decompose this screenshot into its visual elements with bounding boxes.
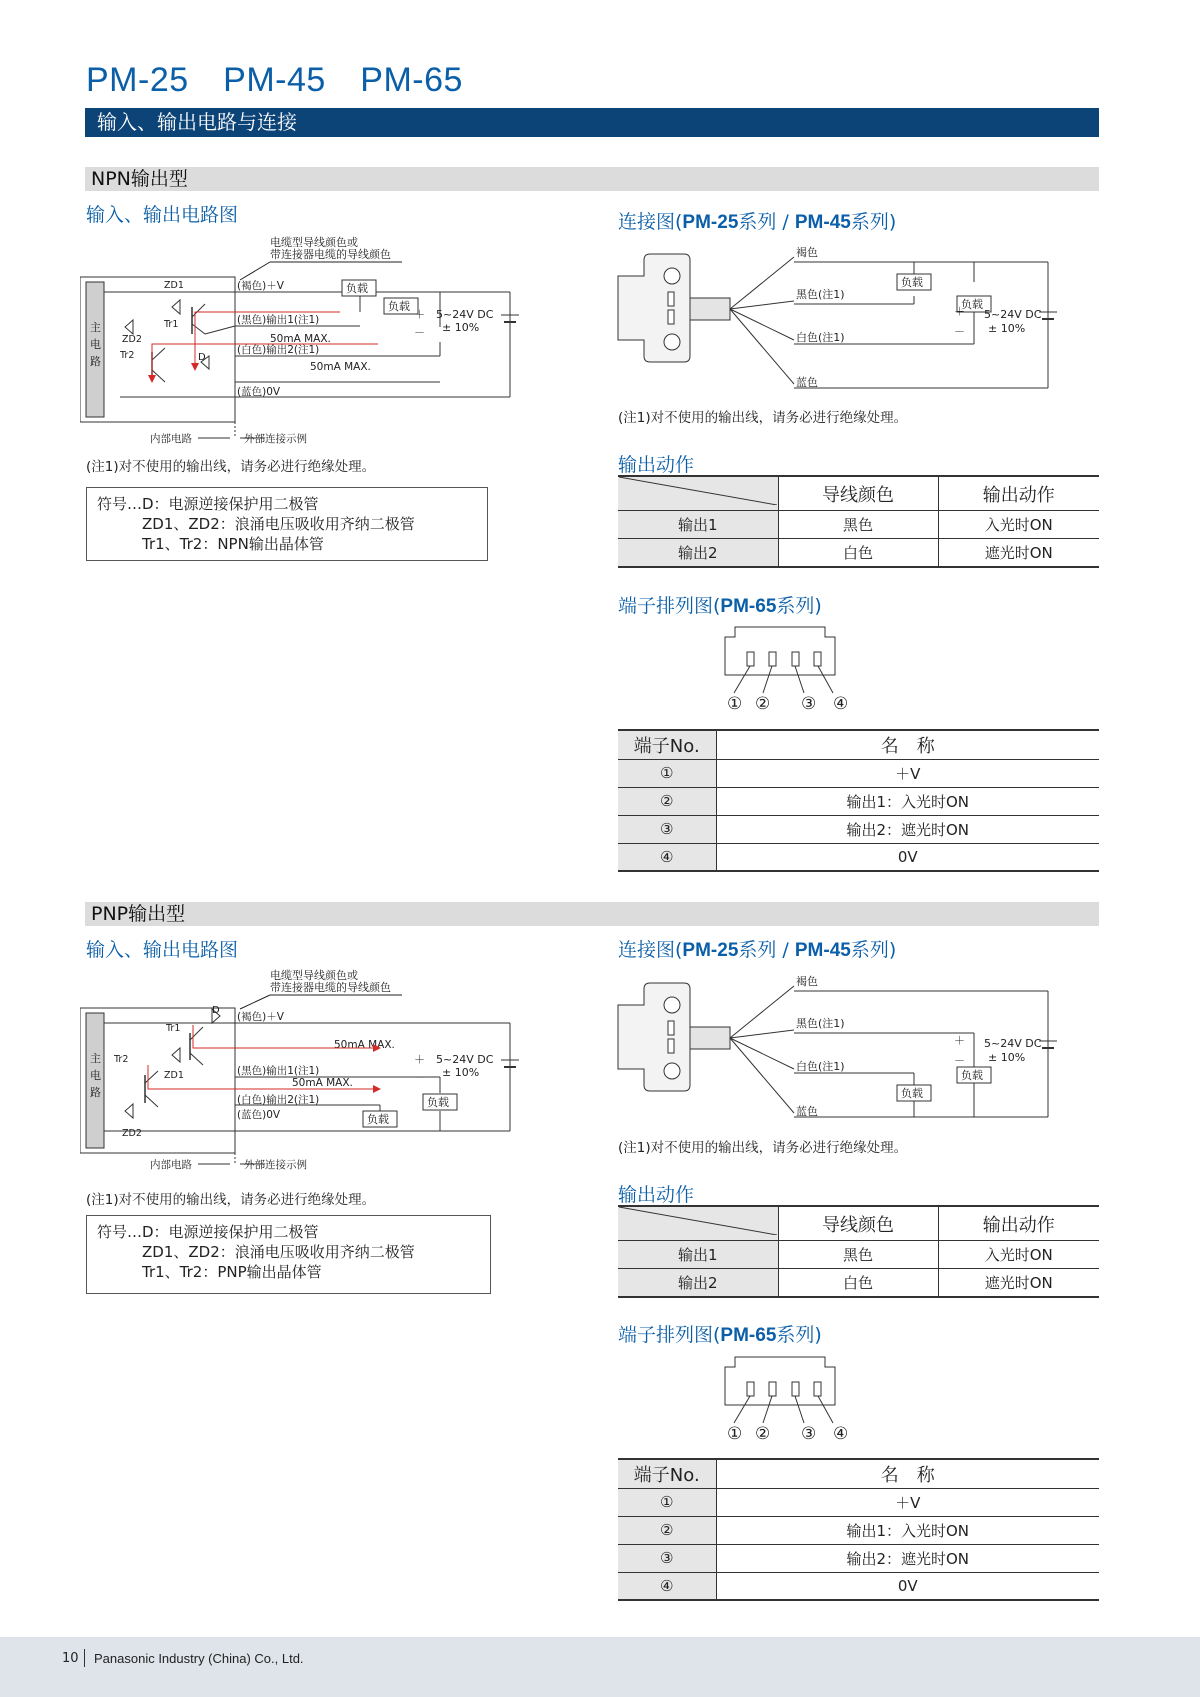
npn-load-1: 负载	[346, 282, 368, 295]
pnp-terminal-header-no: 端子No.	[618, 1459, 716, 1488]
table-row	[618, 1572, 1099, 1600]
table-row	[618, 1269, 1099, 1297]
pnp-terminal-r3-name: 输出2：遮光时ON	[716, 1544, 1099, 1572]
pnp-terminal-heading: 端子排列图(PM-65系列)	[618, 1324, 822, 1346]
npn-terminal-table	[618, 729, 1099, 872]
pnp-main-1: 主	[90, 1052, 101, 1065]
npn-wire-note-2: 带连接器电缆的导线颜色	[270, 248, 391, 261]
pnp-tr2: Tr2	[114, 1054, 129, 1065]
npn-conn-load-2: 负载	[961, 298, 983, 311]
pnp-output-r2-color: 白色	[778, 1269, 938, 1297]
footer-divider	[84, 1649, 85, 1667]
pnp-wire-note-2: 带连接器电缆的导线颜色	[270, 981, 391, 994]
npn-output-r2-color: 白色	[778, 539, 938, 567]
npn-main-2: 电	[90, 338, 101, 351]
pnp-zd2: ZD2	[122, 1128, 142, 1139]
pnp-terminal-r2-no: ②	[618, 1516, 716, 1544]
pnp-terminal-header-name: 名 称	[716, 1459, 1099, 1488]
pnp-conn-blue: 蓝色	[796, 1105, 818, 1118]
npn-internal: 内部电路	[150, 433, 192, 444]
npn-terminal-heading: 端子排列图(PM-65系列)	[618, 595, 822, 617]
npn-black-label: (黑色)输出1(注1)	[237, 314, 320, 326]
company-name: Panasonic Industry (China) Co., Ltd.	[94, 1651, 304, 1666]
npn-output-table	[618, 475, 1099, 568]
pnp-term-1: ①	[727, 1424, 743, 1443]
npn-output-header-action: 输出动作	[938, 476, 1099, 511]
npn-conn-white: 白色(注1)	[796, 331, 845, 344]
pnp-legend	[86, 1215, 491, 1294]
pnp-output-r1-name: 输出1	[618, 1241, 778, 1269]
pnp-terminal-r4-no: ④	[618, 1572, 716, 1600]
npn-term-4: ④	[833, 694, 849, 713]
npn-connection-diagram	[614, 240, 1074, 395]
pnp-connection-diagram	[614, 969, 1074, 1124]
pnp-terminal-r1-no: ①	[618, 1488, 716, 1516]
pnp-circuit-note: (注1)对不使用的输出线，请务必进行绝缘处理。	[86, 1192, 376, 1208]
pnp-plus: ＋	[414, 1053, 425, 1066]
pnp-conn-white: 白色(注1)	[796, 1060, 845, 1073]
npn-terminal-r4-name: 0V	[716, 843, 1099, 871]
pnp-legend-2: ZD1、ZD2：浪涌电压吸收用齐纳二极管	[97, 1243, 415, 1261]
npn-terminal-r4-no: ④	[618, 843, 716, 871]
pnp-internal: 内部电路	[150, 1159, 192, 1171]
pnp-conn-load-1: 负载	[961, 1069, 983, 1082]
npn-conn-brown: 褐色	[796, 246, 818, 259]
npn-circuit-note: (注1)对不使用的输出线，请务必进行绝缘处理。	[86, 459, 376, 475]
npn-conn-supply: 5~24V DC	[984, 308, 1042, 321]
table-row	[618, 539, 1099, 567]
npn-output-heading: 输出动作	[618, 454, 695, 476]
pnp-wire-note-1: 电缆型导线颜色或	[270, 969, 358, 982]
npn-connection-note: (注1)对不使用的输出线，请务必进行绝缘处理。	[618, 410, 908, 426]
pnp-conn-brown: 褐色	[796, 975, 818, 988]
pnp-main-3: 路	[90, 1086, 101, 1099]
pnp-terminal-connector	[715, 1355, 865, 1443]
pnp-max-2: 50mA MAX.	[292, 1077, 353, 1089]
npn-circuit-heading: 输入、输出电路图	[86, 204, 239, 226]
table-row	[618, 815, 1099, 843]
pnp-term-4: ④	[833, 1424, 849, 1443]
npn-output-corner	[618, 476, 778, 511]
npn-wire-note-1: 电缆型导线颜色或	[270, 236, 358, 249]
npn-legend-3: Tr1、Tr2：NPN输出晶体管	[97, 535, 324, 553]
npn-section-header: NPN输出型	[85, 167, 1099, 191]
pnp-blue-label: (蓝色)0V	[237, 1109, 281, 1121]
pnp-white-label: (白色)输出2(注1)	[237, 1094, 320, 1106]
pnp-legend-1: 符号…D：电源逆接保护用二极管	[97, 1223, 319, 1241]
pnp-output-corner	[618, 1206, 778, 1241]
pnp-external: 外部连接示例	[244, 1159, 307, 1171]
pnp-output-r1-action: 入光时ON	[938, 1241, 1099, 1269]
pnp-load-2: 负载	[367, 1113, 389, 1126]
pnp-conn-black: 黑色(注1)	[796, 1017, 845, 1030]
pnp-terminal-table	[618, 1458, 1099, 1601]
npn-legend	[86, 487, 488, 561]
pnp-output-heading: 输出动作	[618, 1184, 695, 1206]
table-row	[618, 1488, 1099, 1516]
npn-load-2: 负载	[388, 300, 410, 313]
npn-term-3: ③	[801, 694, 817, 713]
pnp-output-r2-action: 遮光时ON	[938, 1269, 1099, 1297]
pnp-max-1: 50mA MAX.	[334, 1039, 395, 1051]
npn-terminal-connector	[715, 625, 865, 713]
pnp-zd1: ZD1	[164, 1070, 184, 1081]
npn-conn-load-1: 负载	[901, 276, 923, 289]
npn-terminal-r2-name: 输出1：入光时ON	[716, 787, 1099, 815]
table-row	[618, 843, 1099, 871]
npn-output-r2-name: 输出2	[618, 539, 778, 567]
pnp-output-r1-color: 黑色	[778, 1241, 938, 1269]
npn-zd1: ZD1	[164, 280, 184, 291]
npn-terminal-r3-no: ③	[618, 815, 716, 843]
pnp-conn-plus: ＋	[954, 1034, 965, 1047]
npn-output-r1-action: 入光时ON	[938, 511, 1099, 539]
pnp-output-table	[618, 1205, 1099, 1298]
npn-tr1: Tr1	[164, 319, 179, 330]
npn-legend-1: 符号…D：电源逆接保护用二极管	[97, 495, 319, 513]
npn-minus: －	[414, 326, 425, 339]
pnp-connection-note: (注1)对不使用的输出线，请务必进行绝缘处理。	[618, 1140, 908, 1156]
npn-terminal-r1-no: ①	[618, 759, 716, 787]
pnp-tolerance: ± 10%	[442, 1066, 480, 1079]
pnp-output-header-color: 导线颜色	[778, 1206, 938, 1241]
npn-main-3: 路	[90, 355, 101, 368]
npn-output-header-color: 导线颜色	[778, 476, 938, 511]
pnp-circuit-heading: 输入、输出电路图	[86, 939, 239, 961]
npn-d: D	[198, 352, 206, 363]
npn-legend-2: ZD1、ZD2：浪涌电压吸收用齐纳二极管	[97, 515, 415, 533]
pnp-black-label: (黑色)输出1(注1)	[237, 1065, 320, 1077]
pnp-terminal-r4-name: 0V	[716, 1572, 1099, 1600]
pnp-term-3: ③	[801, 1424, 817, 1443]
section-banner: 输入、输出电路与连接	[85, 108, 1099, 137]
pnp-terminal-r3-no: ③	[618, 1544, 716, 1572]
pnp-main-2: 电	[90, 1069, 101, 1082]
npn-max-2: 50mA MAX.	[310, 361, 371, 373]
npn-output-r1-color: 黑色	[778, 511, 938, 539]
npn-white-label: (白色)输出2(注1)	[237, 344, 320, 356]
pnp-brown-label: (褐色)＋V	[237, 1011, 284, 1023]
pnp-d: D	[212, 1005, 220, 1016]
npn-terminal-r2-no: ②	[618, 787, 716, 815]
npn-external: 外部连接示例	[244, 433, 307, 444]
npn-terminal-header-name: 名 称	[716, 730, 1099, 759]
pnp-minus: －	[414, 1071, 425, 1084]
pnp-output-r2-name: 输出2	[618, 1269, 778, 1297]
npn-max-1: 50mA MAX.	[270, 333, 331, 345]
table-row	[618, 1241, 1099, 1269]
npn-connection-heading: 连接图(PM-25系列 / PM-45系列)	[618, 211, 897, 233]
pnp-terminal-r2-name: 输出1：入光时ON	[716, 1516, 1099, 1544]
npn-supply: 5~24V DC	[436, 308, 494, 321]
pnp-load-1: 负载	[427, 1096, 449, 1109]
npn-term-1: ①	[727, 694, 743, 713]
pnp-legend-3: Tr1、Tr2：PNP输出晶体管	[97, 1263, 322, 1281]
page-title: PM-25 PM-45 PM-65	[86, 61, 463, 99]
npn-conn-tolerance: ± 10%	[988, 322, 1026, 335]
table-row	[618, 1544, 1099, 1572]
npn-conn-plus: ＋	[954, 305, 965, 318]
table-row	[618, 759, 1099, 787]
pnp-connection-heading: 连接图(PM-25系列 / PM-45系列)	[618, 939, 897, 961]
pnp-terminal-r1-name: ＋V	[716, 1488, 1099, 1516]
pnp-section-header: PNP输出型	[85, 902, 1099, 926]
npn-output-r2-action: 遮光时ON	[938, 539, 1099, 567]
table-row	[618, 787, 1099, 815]
pnp-conn-minus: －	[954, 1054, 965, 1067]
npn-blue-label: (蓝色)0V	[237, 386, 281, 398]
page-number: 10	[62, 1651, 79, 1666]
npn-conn-minus: －	[954, 325, 965, 338]
npn-terminal-r3-name: 输出2：遮光时ON	[716, 815, 1099, 843]
npn-terminal-header-no: 端子No.	[618, 730, 716, 759]
table-row	[618, 511, 1099, 539]
npn-plus: ＋	[414, 308, 425, 321]
npn-main-1: 主	[90, 321, 101, 334]
pnp-circuit-diagram	[80, 965, 540, 1177]
pnp-supply: 5~24V DC	[436, 1053, 494, 1066]
npn-brown-label: (褐色)＋V	[237, 280, 284, 292]
npn-terminal-r1-name: ＋V	[716, 759, 1099, 787]
npn-tolerance: ± 10%	[442, 321, 480, 334]
npn-conn-black: 黑色(注1)	[796, 288, 845, 301]
pnp-output-header-action: 输出动作	[938, 1206, 1099, 1241]
npn-circuit-diagram	[80, 232, 540, 444]
npn-zd2: ZD2	[122, 334, 142, 345]
npn-tr2: Tr2	[120, 350, 135, 361]
page-footer	[0, 1637, 1200, 1697]
pnp-tr1: Tr1	[166, 1023, 181, 1034]
npn-conn-blue: 蓝色	[796, 376, 818, 389]
pnp-term-2: ②	[755, 1424, 771, 1443]
npn-term-2: ②	[755, 694, 771, 713]
table-row	[618, 1516, 1099, 1544]
pnp-conn-tolerance: ± 10%	[988, 1051, 1026, 1064]
npn-output-r1-name: 输出1	[618, 511, 778, 539]
pnp-conn-load-2: 负载	[901, 1087, 923, 1100]
pnp-conn-supply: 5~24V DC	[984, 1037, 1042, 1050]
